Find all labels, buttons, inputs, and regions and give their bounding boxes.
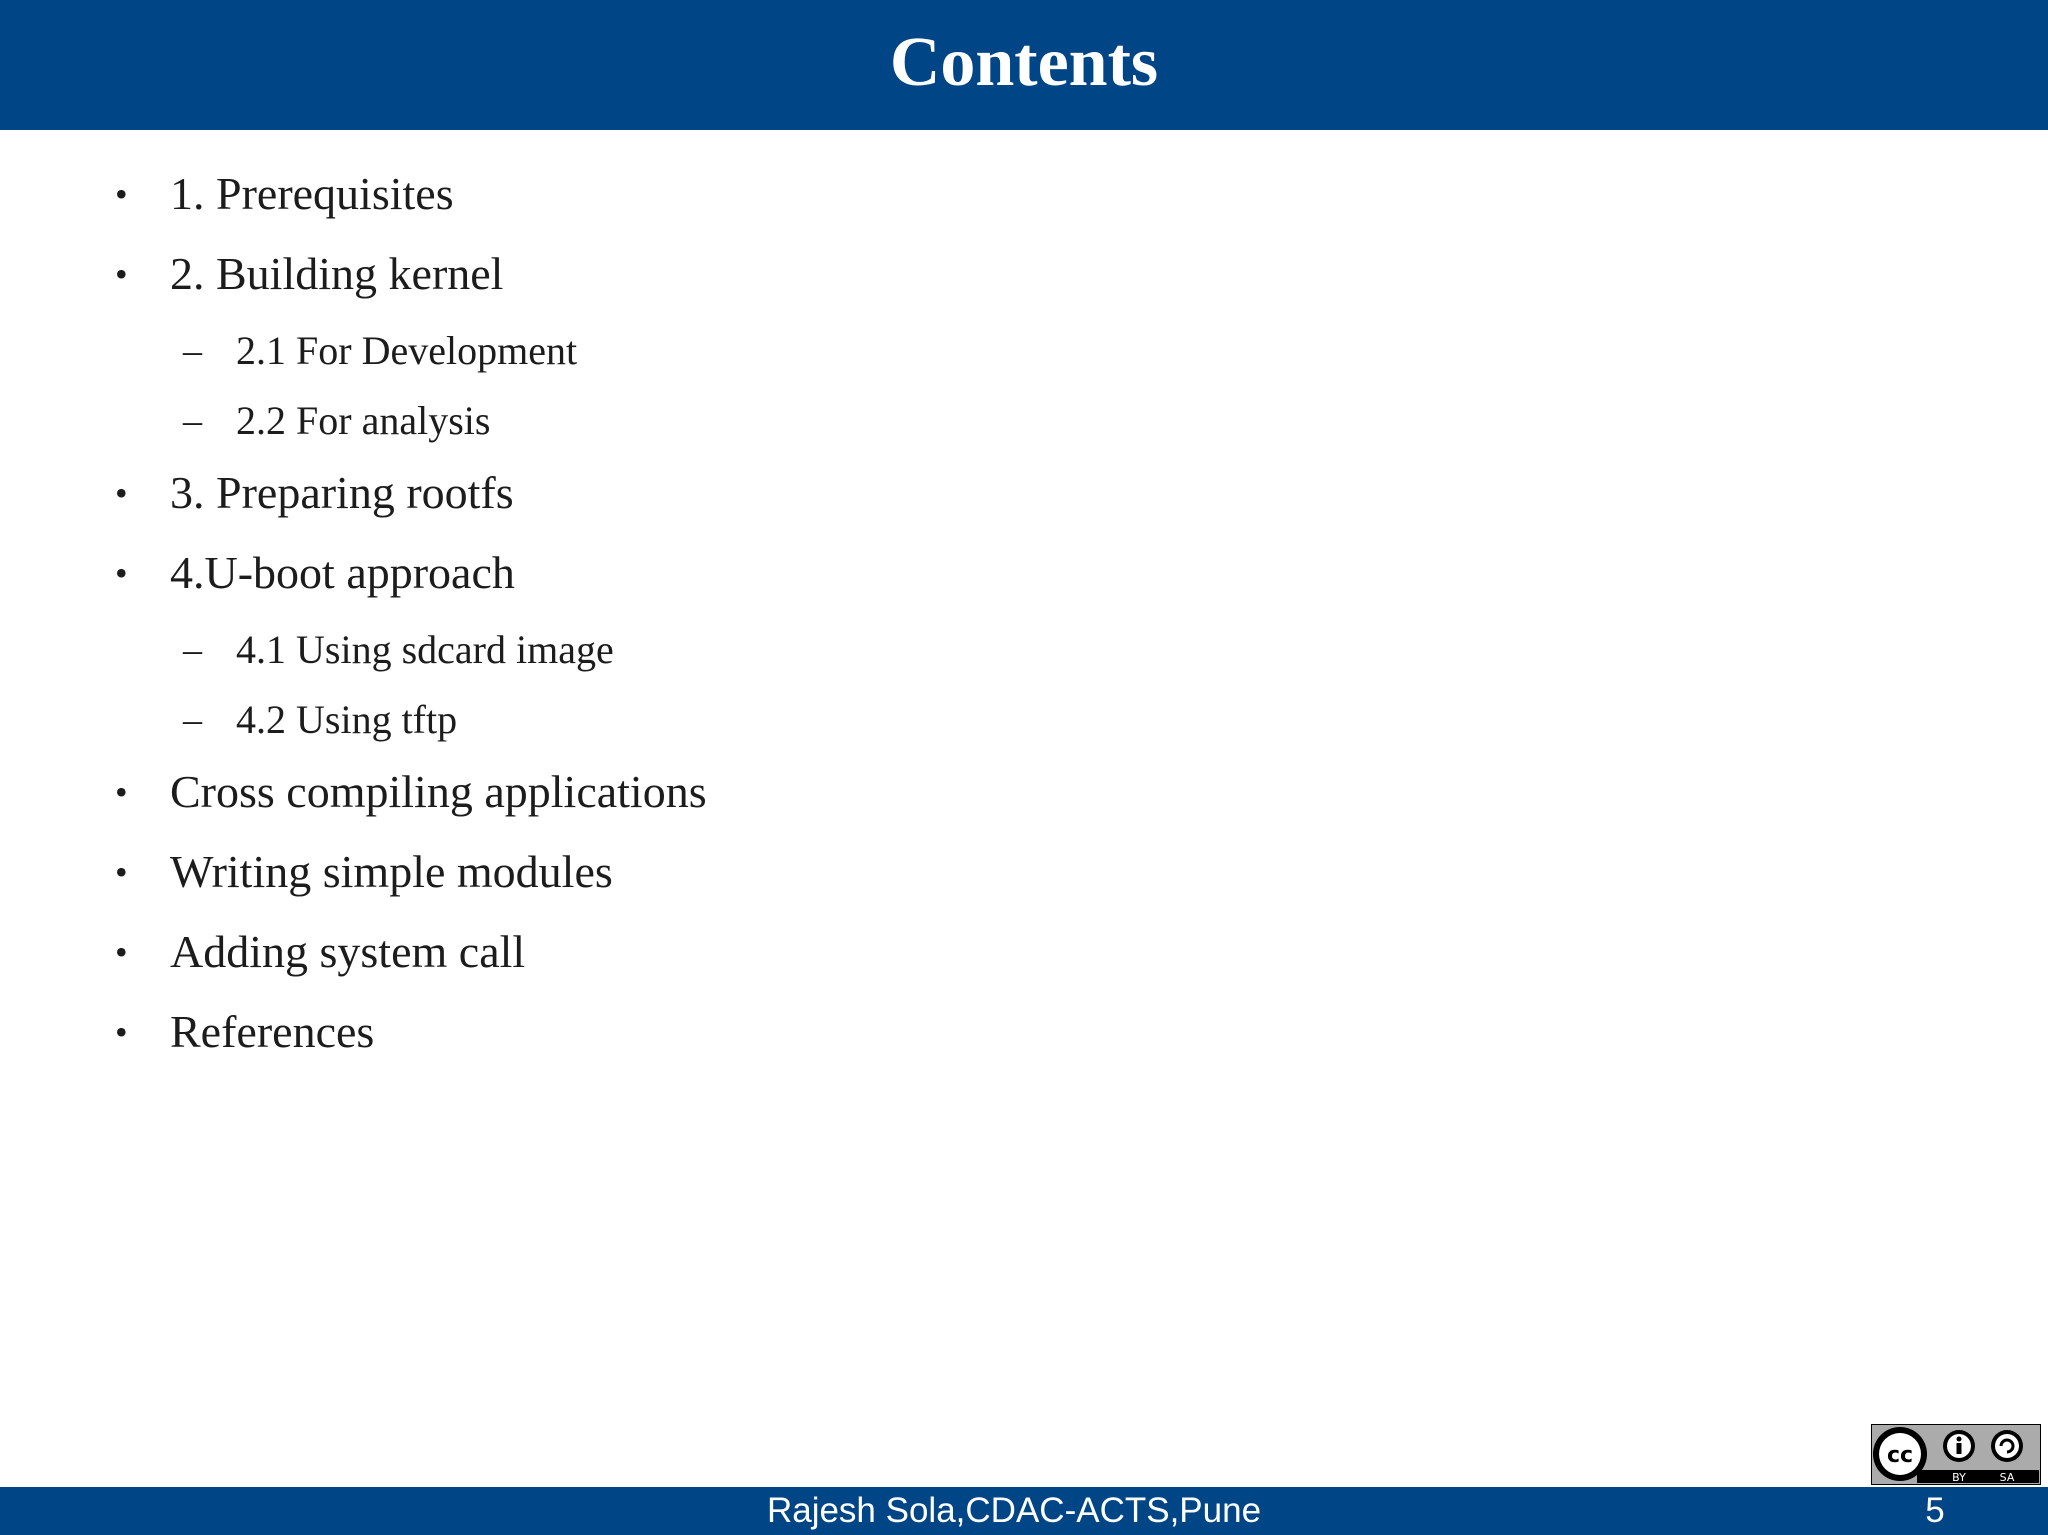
dash-icon: –	[183, 699, 202, 741]
list-item-text: 2. Building kernel	[170, 248, 504, 299]
list-item	[115, 926, 526, 978]
sub-list-item	[183, 398, 491, 444]
sa-label: SA	[1999, 1471, 2015, 1484]
list-item-text: 4.U-boot approach	[170, 547, 515, 598]
list-item-text: 4.1 Using sdcard image	[236, 627, 614, 672]
cc-label: cc	[1886, 1443, 1914, 1468]
bullet-icon: •	[115, 932, 128, 972]
list-item	[115, 547, 515, 599]
footer-author: Rajesh Sola,CDAC-ACTS,Pune	[766, 1491, 1262, 1530]
bullet-icon: •	[115, 852, 128, 892]
bullet-icon: •	[115, 772, 128, 812]
list-item-text: 1. Prerequisites	[170, 168, 454, 219]
list-item-text: 4.2 Using tftp	[236, 697, 458, 742]
footer-bar	[0, 1487, 2048, 1535]
list-item-text: 3. Preparing rootfs	[170, 467, 514, 518]
list-item-text: 2.1 For Development	[236, 328, 578, 373]
list-item-text: Cross compiling applications	[170, 766, 707, 817]
bullet-icon: •	[115, 174, 128, 214]
list-item	[115, 846, 613, 898]
bullet-icon: •	[115, 473, 128, 513]
dash-icon: –	[183, 629, 202, 671]
sub-list-item	[183, 328, 578, 374]
bullet-icon: •	[115, 1012, 128, 1052]
sub-list-item	[183, 627, 614, 673]
list-item	[115, 1006, 375, 1058]
list-item	[115, 248, 504, 300]
sub-list-item	[183, 697, 458, 743]
list-item	[115, 168, 454, 220]
list-item-text: References	[170, 1006, 375, 1057]
list-item-text: Adding system call	[170, 926, 526, 977]
page-number: 5	[1925, 1491, 1945, 1530]
by-label: BY	[1952, 1471, 1966, 1484]
list-item-text: Writing simple modules	[170, 846, 613, 897]
dash-icon: –	[183, 330, 202, 372]
list-item-text: 2.2 For analysis	[236, 398, 491, 443]
list-item	[115, 467, 514, 519]
bullet-icon: •	[115, 254, 128, 294]
list-item	[115, 766, 707, 818]
cc-by-sa-icon	[1871, 1424, 2041, 1485]
slide-title: Contents	[889, 24, 1159, 101]
bullet-icon: •	[115, 553, 128, 593]
dash-icon: –	[183, 400, 202, 442]
